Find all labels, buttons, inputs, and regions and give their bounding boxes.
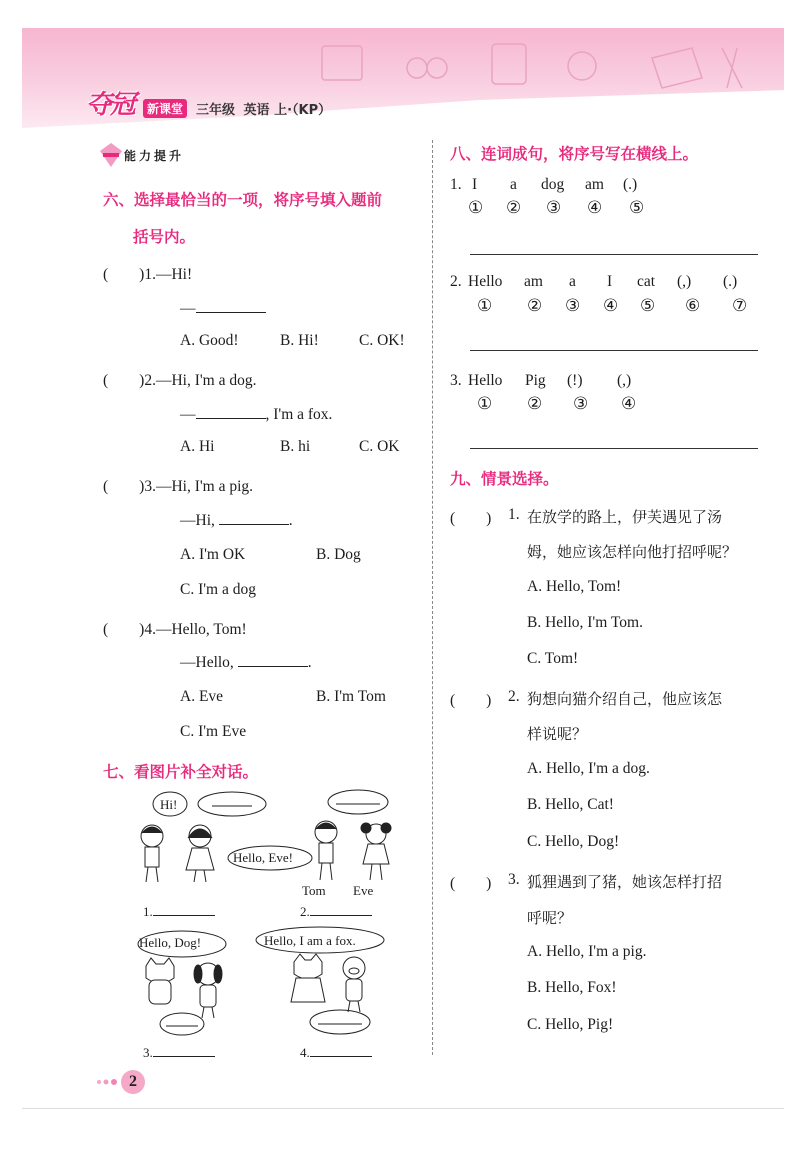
q-num: 2.: [144, 372, 156, 389]
reply-prefix: —: [180, 406, 196, 423]
section8-title: 八、连词成句，将序号写在横线上。: [450, 145, 699, 163]
answer-blank[interactable]: [196, 404, 266, 419]
section9-title: 九、情景选择。: [450, 470, 559, 488]
section7-title: 七、看图片补全对话。: [103, 763, 259, 781]
reply-suffix: , I'm a fox.: [265, 406, 333, 423]
page-number: 2: [121, 1070, 145, 1094]
section6-title-cont: 括号内。: [133, 228, 196, 246]
s6-q1: [103, 262, 192, 284]
reply-prefix: —Hello,: [180, 654, 238, 671]
answer-paren[interactable]: ( ): [103, 372, 145, 389]
q-prompt: —Hello, Tom!: [155, 621, 247, 638]
s9-q2-opt-a: A. Hello, I'm a dog.: [527, 760, 650, 777]
s9-q2-opt-c: C. Hello, Dog!: [527, 833, 620, 850]
s8-item3-num: 3.: [450, 372, 462, 389]
s8-item2-mark2: ②: [527, 296, 543, 316]
answer-blank[interactable]: [238, 652, 308, 667]
s9-q3-num: 3.: [508, 871, 520, 888]
s6-q4-opt-b: B. I'm Tom: [316, 688, 386, 705]
answer-label: 2.: [300, 904, 310, 919]
s8-item2-mark3: ③: [565, 296, 581, 316]
answer-blank[interactable]: [219, 510, 289, 525]
s8-item3-mark2: ②: [527, 394, 543, 414]
book-info: [196, 99, 331, 118]
s8-item3-answer-line[interactable]: [470, 448, 758, 449]
answer-paren[interactable]: ( ): [103, 621, 145, 638]
s9-q2-opt-b: B. Hello, Cat!: [527, 796, 614, 813]
picture-2-kids-icon: [228, 788, 398, 888]
q-prompt: —Hi!: [155, 266, 193, 283]
s9-q3-opt-c: C. Hello, Pig!: [527, 1016, 614, 1033]
s9-q2-line1: 狗想向猫介绍自己，他应该怎: [527, 690, 723, 708]
s7-answer-1: [143, 903, 215, 920]
s8-item2-word2: am: [524, 273, 543, 290]
s9-q3-opt-b: B. Hello, Fox!: [527, 979, 617, 996]
s6-q3: [103, 474, 253, 496]
column-divider: [432, 140, 433, 1055]
name-eve: Eve: [353, 883, 374, 898]
subject-label: 英语: [243, 103, 270, 118]
s8-item2-mark5: ⑤: [640, 296, 656, 316]
s8-item1-word4: am: [585, 176, 604, 193]
edition-label: （KP）: [292, 103, 332, 118]
reply-prefix: —: [180, 300, 196, 317]
bubble-hello-fox: Hello, I am a fox.: [264, 933, 356, 948]
banner-doodles-icon: [22, 28, 784, 128]
s8-item3-word3: (!): [567, 372, 583, 389]
grade-label: 三年级: [196, 103, 236, 118]
s8-item3-word4: (,): [617, 372, 632, 389]
s6-q2-opt-a: A. Hi: [180, 438, 215, 455]
s6-q3-opt-b: B. Dog: [316, 546, 361, 563]
s6-q1-opt-c: C. OK!: [359, 332, 405, 349]
s6-q2-opt-b: B. hi: [280, 438, 311, 455]
s9-q3-paren[interactable]: ( ): [450, 875, 492, 892]
s8-item2-word7: (.): [723, 273, 738, 290]
s8-item1-answer-line[interactable]: [470, 254, 758, 255]
bottom-rule: [22, 1108, 784, 1109]
answer-paren[interactable]: ( ): [103, 478, 145, 495]
logo: 夺冠: [86, 90, 135, 120]
s6-q2-reply: [180, 404, 332, 424]
s9-q1-num: 1.: [508, 506, 520, 523]
section-tag: 能力提升: [100, 143, 122, 172]
q-prompt: —Hi, I'm a dog.: [155, 372, 257, 389]
s9-q3-opt-a: A. Hello, I'm a pig.: [527, 943, 647, 960]
s9-q2-num: 2.: [508, 688, 520, 705]
section6-title: 六、选择最恰当的一项，将序号填入题前: [103, 191, 383, 209]
answer-label: 1.: [143, 904, 153, 919]
s8-item1-word2: a: [510, 176, 517, 193]
ability-icon: [100, 143, 122, 167]
q-num: 4.: [144, 621, 156, 638]
brand-badge: 新课堂: [143, 99, 187, 118]
volume-label: 上·: [274, 103, 293, 118]
answer-blank[interactable]: [153, 903, 215, 916]
s9-q3-line1: 狐狸遇到了猪，她该怎样打招: [527, 873, 723, 891]
s8-item1-mark3: ③: [546, 198, 562, 218]
s9-q1-opt-b: B. Hello, I'm Tom.: [527, 614, 643, 631]
s6-q1-reply: [180, 298, 266, 318]
answer-label: 4.: [300, 1045, 310, 1060]
s8-item1-mark4: ④: [587, 198, 603, 218]
bubble-hi: Hi!: [160, 797, 178, 812]
answer-blank[interactable]: [310, 1044, 372, 1057]
s8-item2-mark6: ⑥: [685, 296, 701, 316]
answer-label: 3.: [143, 1045, 153, 1060]
s9-q2-line2: 样说呢？: [527, 725, 588, 743]
page-dots-icon: [96, 1078, 120, 1086]
s9-q1-opt-a: A. Hello, Tom!: [527, 578, 622, 595]
s8-item3-word1: Hello: [468, 372, 503, 389]
reply-prefix: —Hi,: [180, 512, 219, 529]
s7-answer-2: [300, 903, 372, 920]
s6-q4-opt-c: C. I'm Eve: [180, 723, 247, 740]
s6-q1-opt-b: B. Hi!: [280, 332, 319, 349]
s8-item1-num: 1.: [450, 176, 462, 193]
q-num: 1.: [144, 266, 156, 283]
bubble-hello-dog: Hello, Dog!: [139, 935, 202, 950]
s6-q4-reply: [180, 652, 312, 672]
s8-item2-word4: I: [607, 273, 613, 290]
s7-answer-3: [143, 1044, 215, 1061]
answer-blank[interactable]: [196, 298, 266, 313]
answer-blank[interactable]: [153, 1044, 215, 1057]
name-tom: Tom: [302, 883, 326, 898]
s8-item2-word1: Hello: [468, 273, 503, 290]
s6-q4-opt-a: A. Eve: [180, 688, 224, 705]
s8-item2-mark1: ①: [477, 296, 493, 316]
s8-item3-word2: Pig: [525, 372, 546, 389]
s9-q1-line2: 姆，她应该怎样向他打招呼呢？: [527, 543, 738, 561]
answer-blank[interactable]: [310, 903, 372, 916]
s8-item2-answer-line[interactable]: [470, 350, 758, 351]
s8-item2-word3: a: [569, 273, 576, 290]
s6-q1-opt-a: A. Good!: [180, 332, 239, 349]
bubble-hello-eve: Hello, Eve!: [233, 850, 293, 865]
q-prompt: —Hi, I'm a pig.: [155, 478, 254, 495]
reply-suffix: .: [307, 654, 312, 671]
s9-q1-line1: 在放学的路上，伊芙遇见了汤: [527, 508, 723, 526]
s8-item1-word1: I: [472, 176, 478, 193]
s8-item2-mark7: ⑦: [732, 296, 748, 316]
s6-q3-opt-c: C. I'm a dog: [180, 581, 256, 598]
s9-q2-paren[interactable]: ( ): [450, 692, 492, 709]
s8-item1-word5: (.): [623, 176, 638, 193]
s6-q3-opt-a: A. I'm OK: [180, 546, 246, 563]
s8-item1-mark1: ①: [468, 198, 484, 218]
s8-item3-mark4: ④: [621, 394, 637, 414]
answer-paren[interactable]: ( ): [103, 266, 145, 283]
s6-q3-reply: [180, 510, 293, 530]
q-num: 3.: [144, 478, 156, 495]
reply-suffix: .: [288, 512, 293, 529]
s6-q2-opt-c: C. OK: [359, 438, 400, 455]
s8-item2-word5: cat: [637, 273, 656, 290]
s8-item3-mark3: ③: [573, 394, 589, 414]
s9-q1-opt-c: C. Tom!: [527, 650, 579, 667]
s9-q1-paren[interactable]: ( ): [450, 510, 492, 527]
s7-answer-4: [300, 1044, 372, 1061]
s8-item1-mark5: ⑤: [629, 198, 645, 218]
s8-item1-mark2: ②: [506, 198, 522, 218]
s8-item2-mark4: ④: [603, 296, 619, 316]
s8-item3-mark1: ①: [477, 394, 493, 414]
s6-q4: [103, 617, 247, 639]
s8-item2-word6: (,): [677, 273, 692, 290]
s9-q3-line2: 呼呢？: [527, 909, 573, 927]
s8-item1-word3: dog: [541, 176, 565, 193]
s6-q2: [103, 368, 256, 390]
s8-item2-num: 2.: [450, 273, 462, 290]
